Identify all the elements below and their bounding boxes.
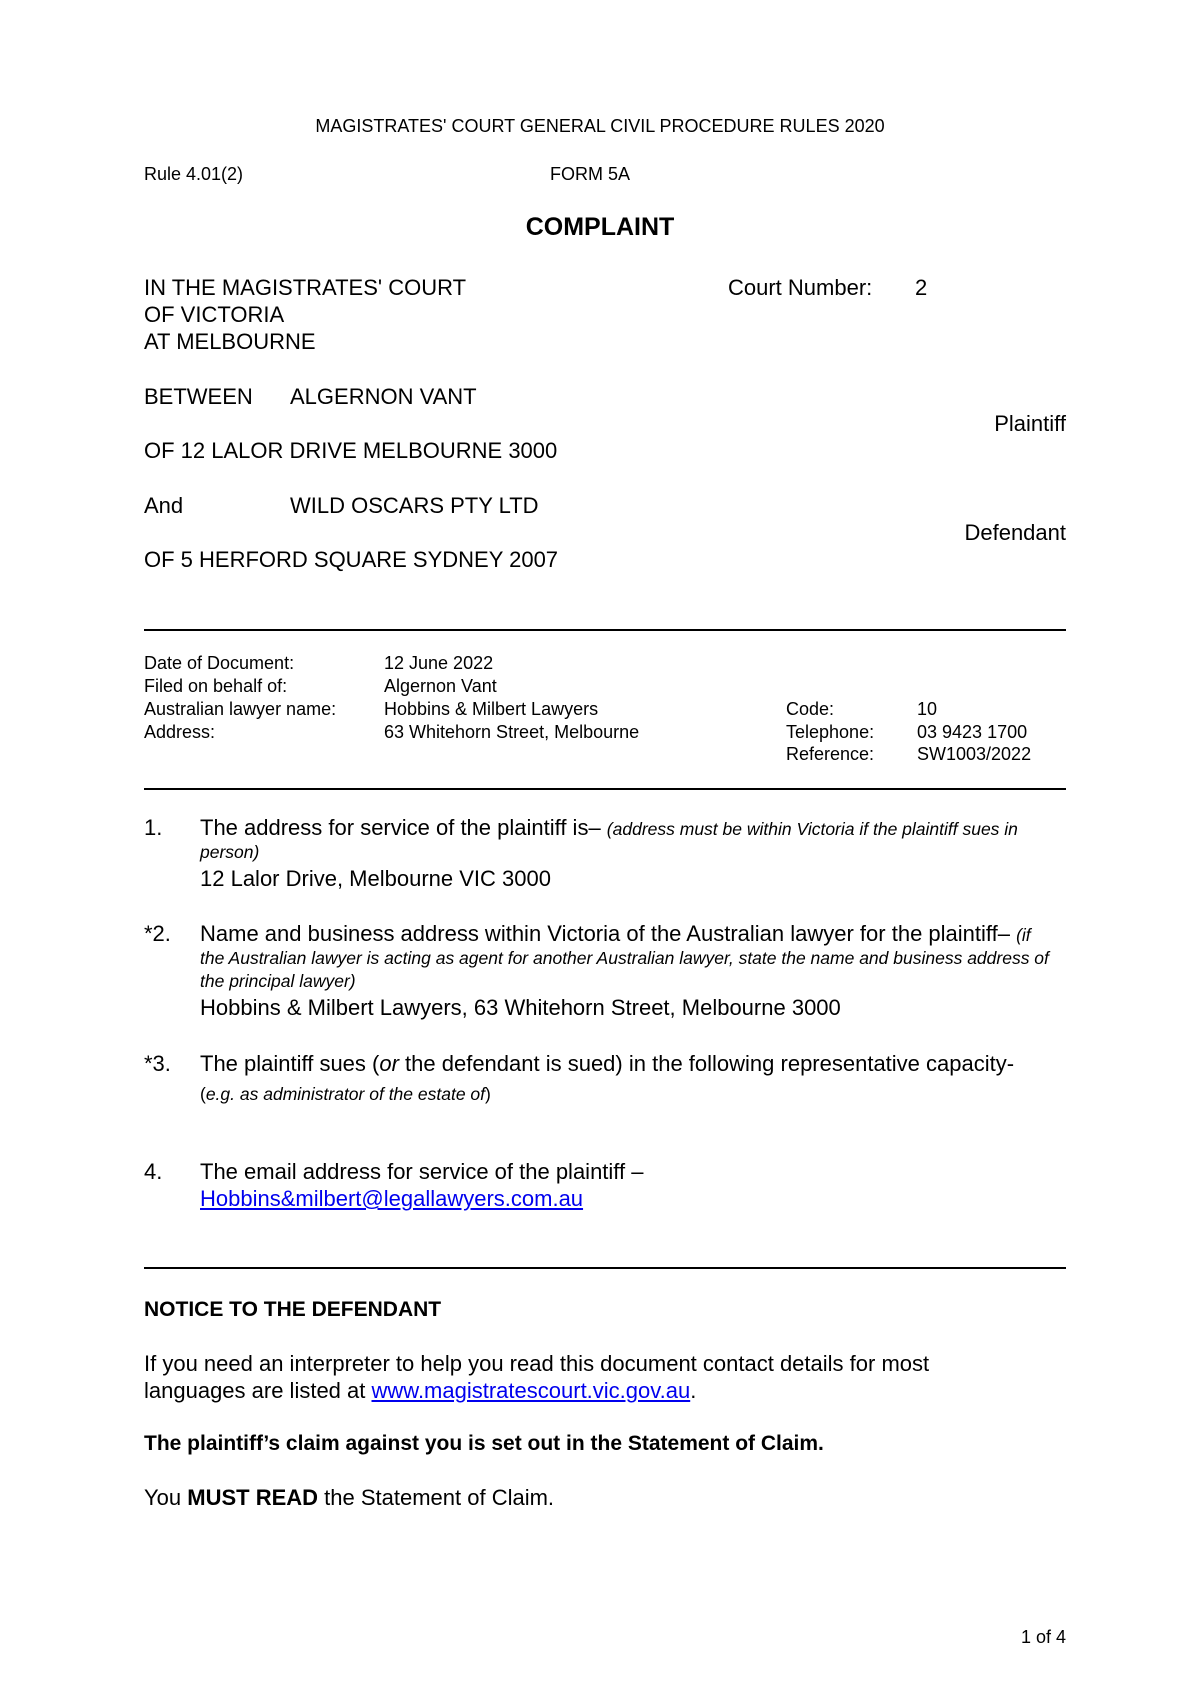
must-read-emphasis: MUST READ (187, 1485, 319, 1510)
defendant-role: Defendant (964, 520, 1066, 545)
court-line-1: IN THE MAGISTRATES' COURT (144, 275, 467, 300)
defendant-address: OF 5 HERFORD SQUARE SYDNEY 2007 (144, 547, 559, 572)
list-item (200, 1158, 1066, 1212)
court-line-3: AT MELBOURNE (144, 329, 316, 354)
reference-value: SW1003/2022 (917, 744, 1032, 764)
item-number: *3. (144, 1051, 171, 1076)
and-label: And (144, 493, 184, 518)
divider-top (144, 629, 1066, 631)
item-note: (address must be within Victoria if the plaintiff sues in person) (200, 819, 1018, 862)
claim-statement: The plaintiff’s claim against you is set out in the Statement of Claim. (144, 1432, 824, 1455)
item-text: The email address for service of the plaintiff – (200, 1159, 644, 1184)
page-number: 1 of 4 (1020, 1627, 1066, 1647)
telephone-value: 03 9423 1700 (917, 722, 1028, 742)
running-title: MAGISTRATES' COURT GENERAL CIVIL PROCEDURE RULES 2020 (315, 116, 885, 136)
item-value: 12 Lalor Drive, Melbourne VIC 3000 (200, 866, 551, 891)
court-website-link[interactable]: www.magistratescourt.vic.gov.au (371, 1378, 691, 1403)
code-value: 10 (917, 699, 938, 719)
defendant-name: WILD OSCARS PTY LTD (290, 493, 539, 518)
item-number: *2. (144, 921, 171, 946)
item-note: (if the Australian lawyer is acting as agent for another Australian lawyer, state the name and business address of the principal lawyer) (200, 925, 1049, 991)
list-item (200, 814, 1066, 892)
between-label: BETWEEN (144, 384, 253, 409)
item-note-open: ( (200, 1084, 206, 1104)
date-label: Date of Document: (144, 653, 295, 673)
court-number-label: Court Number: (728, 275, 873, 300)
item-text: Name and business address within Victoria of the Australian lawyer for the plaintiff– (200, 921, 1017, 946)
lawyer-label: Australian lawyer name: (144, 699, 337, 719)
telephone-label: Telephone: (786, 722, 875, 742)
must-read-suffix: the Statement of Claim. (318, 1485, 555, 1510)
list-item (200, 1050, 1050, 1110)
item-value: Hobbins & Milbert Lawyers, 63 Whitehorn Street, Melbourne 3000 (200, 995, 841, 1020)
form-number: FORM 5A (550, 164, 631, 184)
item-text-or: or (379, 1051, 399, 1076)
reference-label: Reference: (786, 744, 875, 764)
interpreter-paragraph (144, 1350, 1034, 1404)
item-number: 1. (144, 815, 163, 840)
must-read-prefix: You (144, 1485, 188, 1510)
item-text: The plaintiff sues ( (200, 1051, 380, 1076)
lawyer-value: Hobbins & Milbert Lawyers (384, 699, 599, 719)
code-label: Code: (786, 699, 835, 719)
list-item (200, 920, 1050, 1021)
interpreter-end: . (690, 1378, 697, 1403)
plaintiff-address: OF 12 LALOR DRIVE MELBOURNE 3000 (144, 438, 558, 463)
address-value: 63 Whitehorn Street, Melbourne (384, 722, 640, 742)
document-title: COMPLAINT (525, 213, 675, 241)
item-text: the defendant is sued) in the following representative capacity- (398, 1051, 1015, 1076)
divider-bottom (144, 1267, 1066, 1269)
item-note-close: ) (485, 1084, 491, 1104)
court-number-value: 2 (915, 275, 928, 300)
item-note: e.g. as administrator of the estate of (205, 1084, 486, 1104)
notice-heading: NOTICE TO THE DEFENDANT (144, 1298, 442, 1321)
date-value: 12 June 2022 (384, 653, 494, 673)
rule-reference: Rule 4.01(2) (144, 164, 244, 184)
filed-label: Filed on behalf of: (144, 676, 288, 696)
item-text: The address for service of the plaintiff is– (200, 815, 607, 840)
filed-value: Algernon Vant (384, 676, 497, 696)
address-label: Address: (144, 722, 216, 742)
divider-middle (144, 788, 1066, 790)
plaintiff-name: ALGERNON VANT (290, 384, 477, 409)
court-line-2: OF VICTORIA (144, 302, 285, 327)
must-read-line (144, 1484, 554, 1511)
item-number: 4. (144, 1159, 163, 1184)
interpreter-text: If you need an interpreter to help you read this document contact details for most languages are listed at (144, 1351, 930, 1403)
plaintiff-role: Plaintiff (994, 411, 1066, 436)
email-link[interactable]: Hobbins&milbert@legallawyers.com.au (200, 1186, 584, 1211)
